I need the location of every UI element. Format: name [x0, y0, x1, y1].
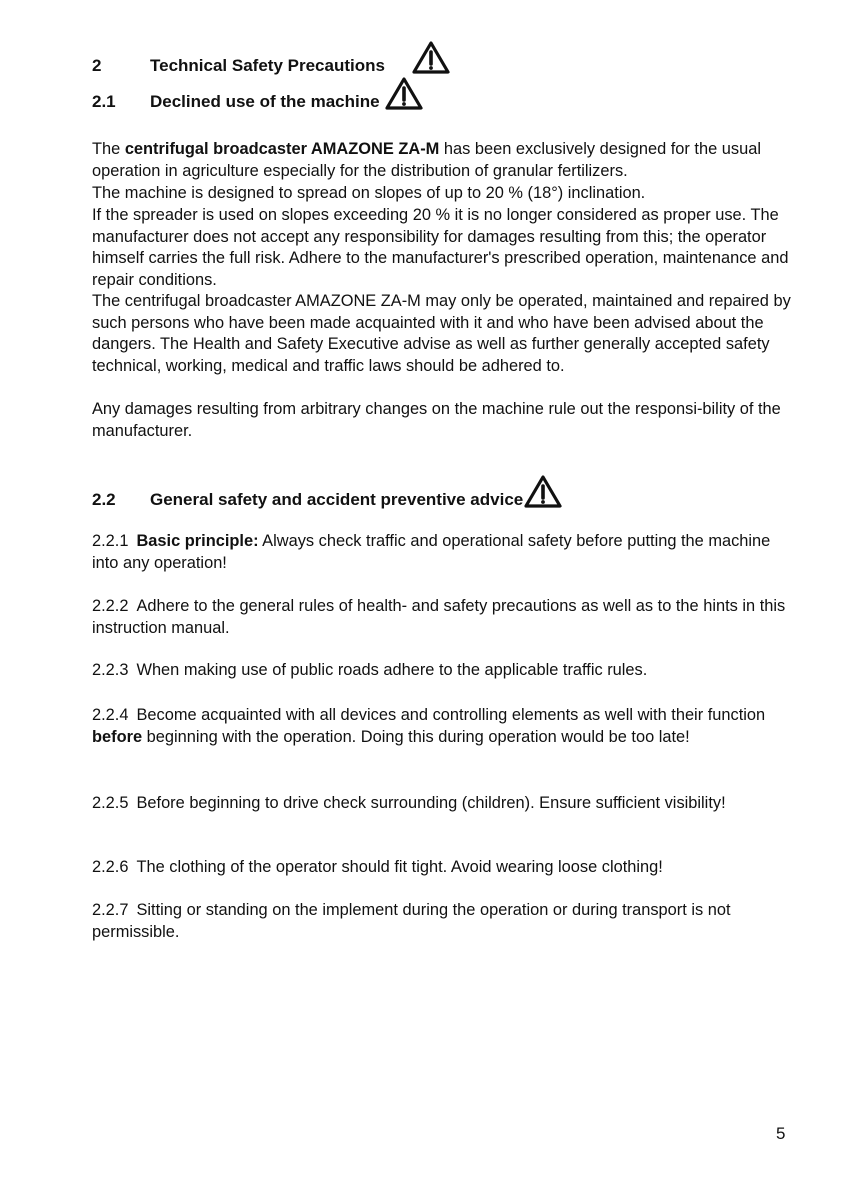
list-item: 2.2.2 Adhere to the general rules of health- and safety precautions as well as to the hints in this instruction manual.	[92, 597, 786, 637]
warning-triangle-icon	[523, 474, 563, 510]
paragraph: The machine is designed to spread on slopes of up to 20 % (18°) inclination.	[92, 184, 646, 202]
subsection-heading-2-2	[92, 474, 563, 510]
paragraph: Any damages resulting from arbitrary changes on the machine rule out the responsi-bility of the manufacturer.	[92, 400, 781, 440]
subsection-number: 2.2	[92, 490, 116, 509]
list-item: 2.2.4 Become acquainted with all devices and controlling elements as well with their function before beginning with the operation. Doing this during operation would be too late!	[92, 706, 766, 746]
list-item: 2.2.3 When making use of public roads adhere to the applicable traffic rules.	[92, 661, 648, 679]
section-heading	[92, 40, 451, 76]
page-number: 5	[776, 1124, 786, 1143]
bold-before: before	[92, 727, 143, 746]
subsection-number: 2.1	[92, 92, 116, 111]
section-title: Technical Safety Precautions	[150, 56, 385, 75]
subsection-title: Declined use of the machine	[150, 92, 380, 111]
subsection-title: General safety and accident preventive advice	[150, 490, 524, 509]
list-item: 2.2.1 Basic principle: Always check traffic and operational safety before putting the machine into any operation!	[92, 532, 771, 572]
paragraph: The centrifugal broadcaster AMAZONE ZA-M may only be operated, maintained and repaired by such persons who have been made acquainted with it and who have been advised about the dangers. The Health and Safety Executive advise as well as further generally accepted safety technical, working, medical and traffic laws should be adhered to.	[92, 292, 791, 376]
list-item: 2.2.7 Sitting or standing on the implement during the operation or during transport is not permissible.	[92, 901, 731, 941]
bold-product-name: centrifugal broadcaster AMAZONE ZA-M	[124, 140, 440, 158]
list-item: 2.2.6 The clothing of the operator should fit tight. Avoid wearing loose clothing!	[92, 858, 663, 876]
paragraph: The centrifugal broadcaster AMAZONE ZA-M has been exclusively designed for the usual operation in agriculture especially for the distribution of granular fertilizers.	[92, 140, 761, 180]
subsection-heading-2-1	[92, 76, 424, 112]
paragraph: If the spreader is used on slopes exceeding 20 % it is no longer considered as proper use. The manufacturer does not accept any responsibility for damages resulting from this; the operator himself carries the full risk. Adhere to the manufacturer's prescribed operation, maintenance and repair conditions.	[92, 206, 789, 290]
section-number: 2	[92, 56, 102, 75]
warning-triangle-icon	[411, 40, 451, 76]
list-item: 2.2.5 Before beginning to drive check surrounding (children). Ensure sufficient visibility!	[92, 794, 726, 812]
warning-triangle-icon	[384, 76, 424, 112]
bold-basic-principle: Basic principle:	[136, 532, 259, 550]
